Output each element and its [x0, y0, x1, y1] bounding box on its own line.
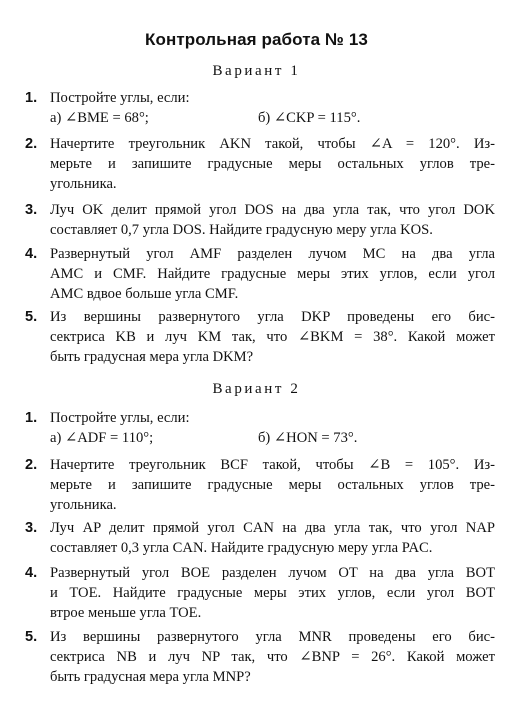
task-text-line: Постройте углы, если:	[50, 90, 190, 106]
variant-2-task-4	[25, 563, 495, 623]
variant-1-task-4	[25, 244, 495, 304]
task-text-line: Из вершины развернутого угла DKP проведены его бис-	[50, 309, 495, 325]
task-text-line: и TOE. Найдите градусные меры этих углов, если угол BOT	[50, 585, 495, 601]
variant-2-heading: Вариант 2	[212, 381, 301, 397]
task-subitems	[50, 428, 495, 448]
subitem-b: б) ∠CKP = 115°.	[258, 110, 361, 126]
task-text-line: сектриса KB и луч KM так, что ∠BKM = 38°. Какой может	[50, 329, 495, 345]
task-text-line: мерьте и запишите градусные меры остальных углов тре-	[50, 156, 495, 172]
task-number: 4.	[25, 565, 38, 581]
page-title: Контрольная работа № 13	[144, 30, 368, 49]
task-text-line: угольника.	[50, 497, 117, 513]
variant-1-task-2	[25, 134, 495, 194]
variant-1-task-3	[25, 200, 495, 240]
task-number: 4.	[25, 246, 38, 262]
variant-1-task-1	[25, 88, 495, 128]
task-text-line: Луч AP делит прямой угол CAN на два угла так, что угол NAP	[50, 520, 495, 536]
variant-1-heading: Вариант 1	[212, 63, 301, 79]
task-text-line: мерьте и запишите градусные меры остальных углов тре-	[50, 477, 495, 493]
task-number: 1.	[25, 410, 38, 426]
task-text-line: Постройте углы, если:	[50, 410, 190, 426]
task-number: 5.	[25, 629, 38, 645]
task-text-line: Начертите треугольник BCF такой, чтобы ∠B = 105°. Из-	[50, 457, 495, 473]
task-text-line: AMC вдвое больше угла CMF.	[50, 286, 239, 302]
variant-2-task-1	[25, 408, 495, 448]
task-number: 3.	[25, 202, 38, 218]
variant-2-task-2	[25, 455, 495, 515]
subitem-b: б) ∠HON = 73°.	[258, 430, 358, 446]
variant-1-task-5	[25, 307, 495, 367]
task-text-line: быть градусная мера угла MNP?	[50, 669, 251, 685]
variant-2-task-3	[25, 518, 495, 558]
subitem-a: а) ∠BME = 68°;	[50, 110, 149, 126]
task-number: 3.	[25, 520, 38, 536]
task-text-line: Луч OK делит прямой угол DOS на два угла так, что угол DOK	[50, 202, 495, 218]
variant-2-task-5	[25, 627, 495, 687]
task-text-line: сектриса NB и луч NP так, что ∠BNP = 26°. Какой может	[50, 649, 495, 665]
task-text-line: Из вершины развернутого угла MNR проведены его бис-	[50, 629, 495, 645]
task-text-line: Развернутый угол BOE разделен лучом OT на два угла BOT	[50, 565, 495, 581]
task-text-line: Начертите треугольник AKN такой, чтобы ∠A = 120°. Из-	[50, 136, 495, 152]
task-text-line: AMC и CMF. Найдите градусные меры этих углов, если угол	[50, 266, 495, 282]
task-text-line: составляет 0,7 угла DOS. Найдите градусную меру угла KOS.	[50, 222, 433, 238]
task-text-line: втрое меньше угла TOE.	[50, 605, 202, 621]
task-number: 2.	[25, 136, 38, 152]
task-text-line: составляет 0,3 угла CAN. Найдите градусную меру угла PAC.	[50, 540, 433, 556]
task-text-line: угольника.	[50, 176, 117, 192]
task-number: 2.	[25, 457, 38, 473]
task-text-line: быть градусная мера угла DKM?	[50, 349, 254, 365]
task-number: 1.	[25, 90, 38, 106]
task-subitems	[50, 108, 495, 128]
subitem-a: а) ∠ADF = 110°;	[50, 430, 154, 446]
task-number: 5.	[25, 309, 38, 325]
task-text-line: Развернутый угол AMF разделен лучом MC на два угла	[50, 246, 495, 262]
